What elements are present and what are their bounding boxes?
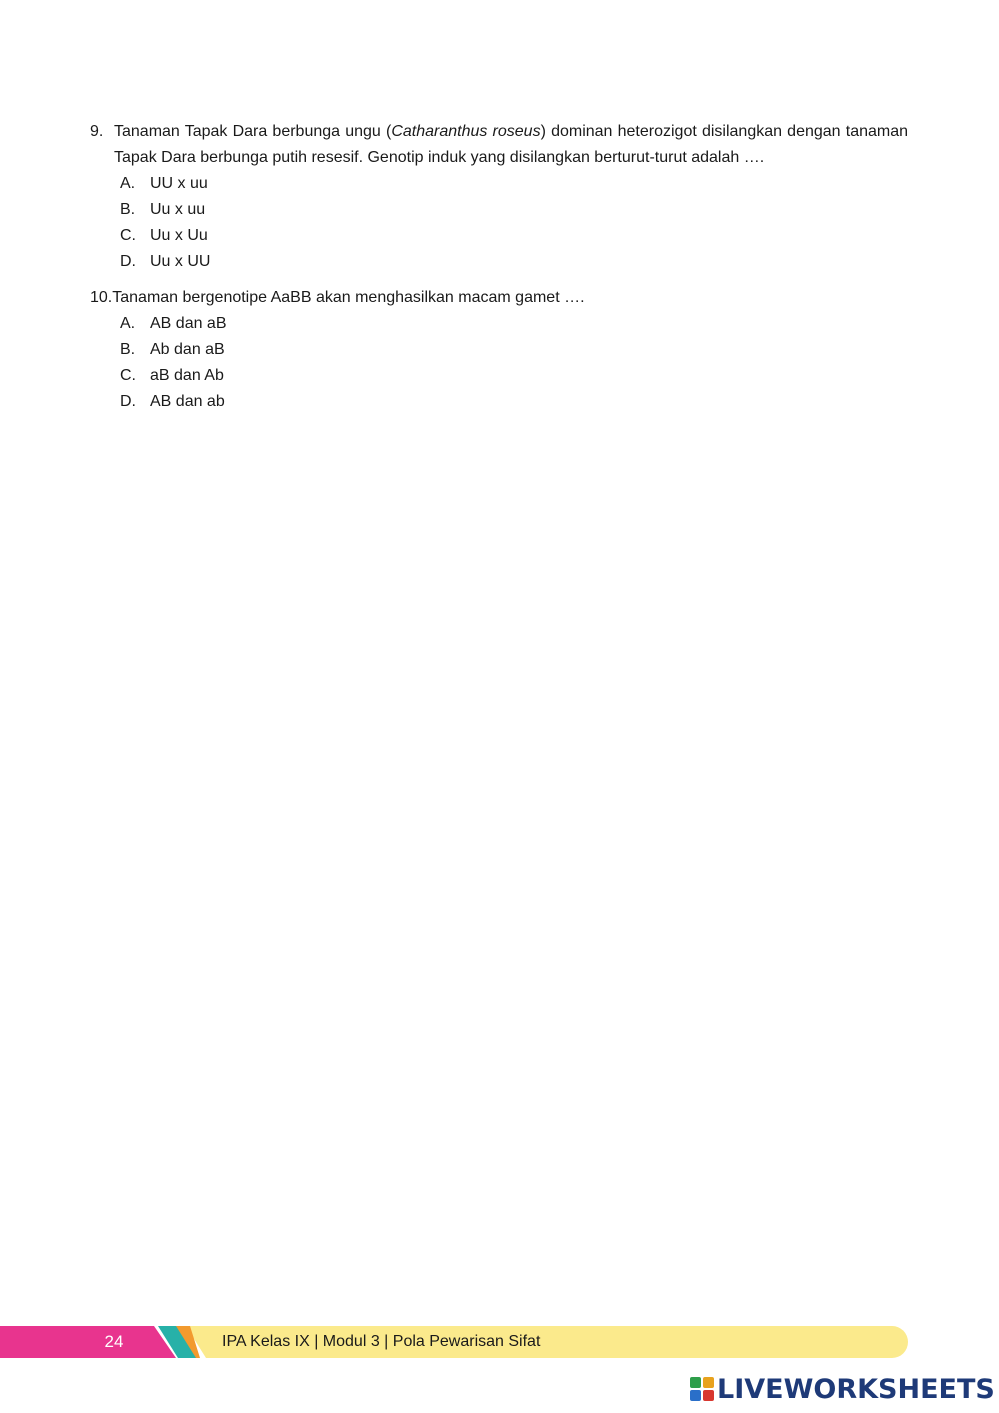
options-list (90, 311, 908, 415)
option-d[interactable]: D. AB dan ab (120, 393, 225, 410)
option-a[interactable]: A. UU x uu (120, 175, 208, 192)
question-text: Tanaman bergenotipe AaBB akan menghasilkan macam gamet …. (112, 289, 585, 306)
options-list (90, 171, 908, 275)
brand-name: LIVEWORKSHEETS (717, 1373, 995, 1405)
question-number: 10. (90, 289, 113, 306)
option-b[interactable]: B. Ab dan aB (120, 341, 225, 358)
question-number: 9. (90, 123, 104, 140)
question-9 (90, 119, 908, 275)
liveworksheets-logo-icon (690, 1377, 714, 1401)
option-c[interactable]: C. aB dan Ab (120, 367, 224, 384)
option-c[interactable]: C. Uu x Uu (120, 227, 208, 244)
species-name: Catharanthus roseus (391, 123, 541, 140)
option-b[interactable]: B. Uu x uu (120, 201, 206, 218)
page-number: 24 (104, 1332, 124, 1351)
option-d[interactable]: D. Uu x UU (120, 253, 211, 270)
option-a[interactable]: A. AB dan aB (120, 315, 227, 332)
question-10 (90, 285, 908, 415)
liveworksheets-logo[interactable] (690, 1374, 995, 1404)
footer-title: IPA Kelas IX | Modul 3 | Pola Pewarisan Sifat (222, 1333, 541, 1350)
question-text: Tanaman Tapak Dara berbunga ungu (Catharanthus roseus) dominan heterozigot disilangkan dengan tanaman Tapak Dara berbunga putih resesif. Genotip induk yang disilangkan berturut-turut adalah …. (114, 123, 909, 166)
